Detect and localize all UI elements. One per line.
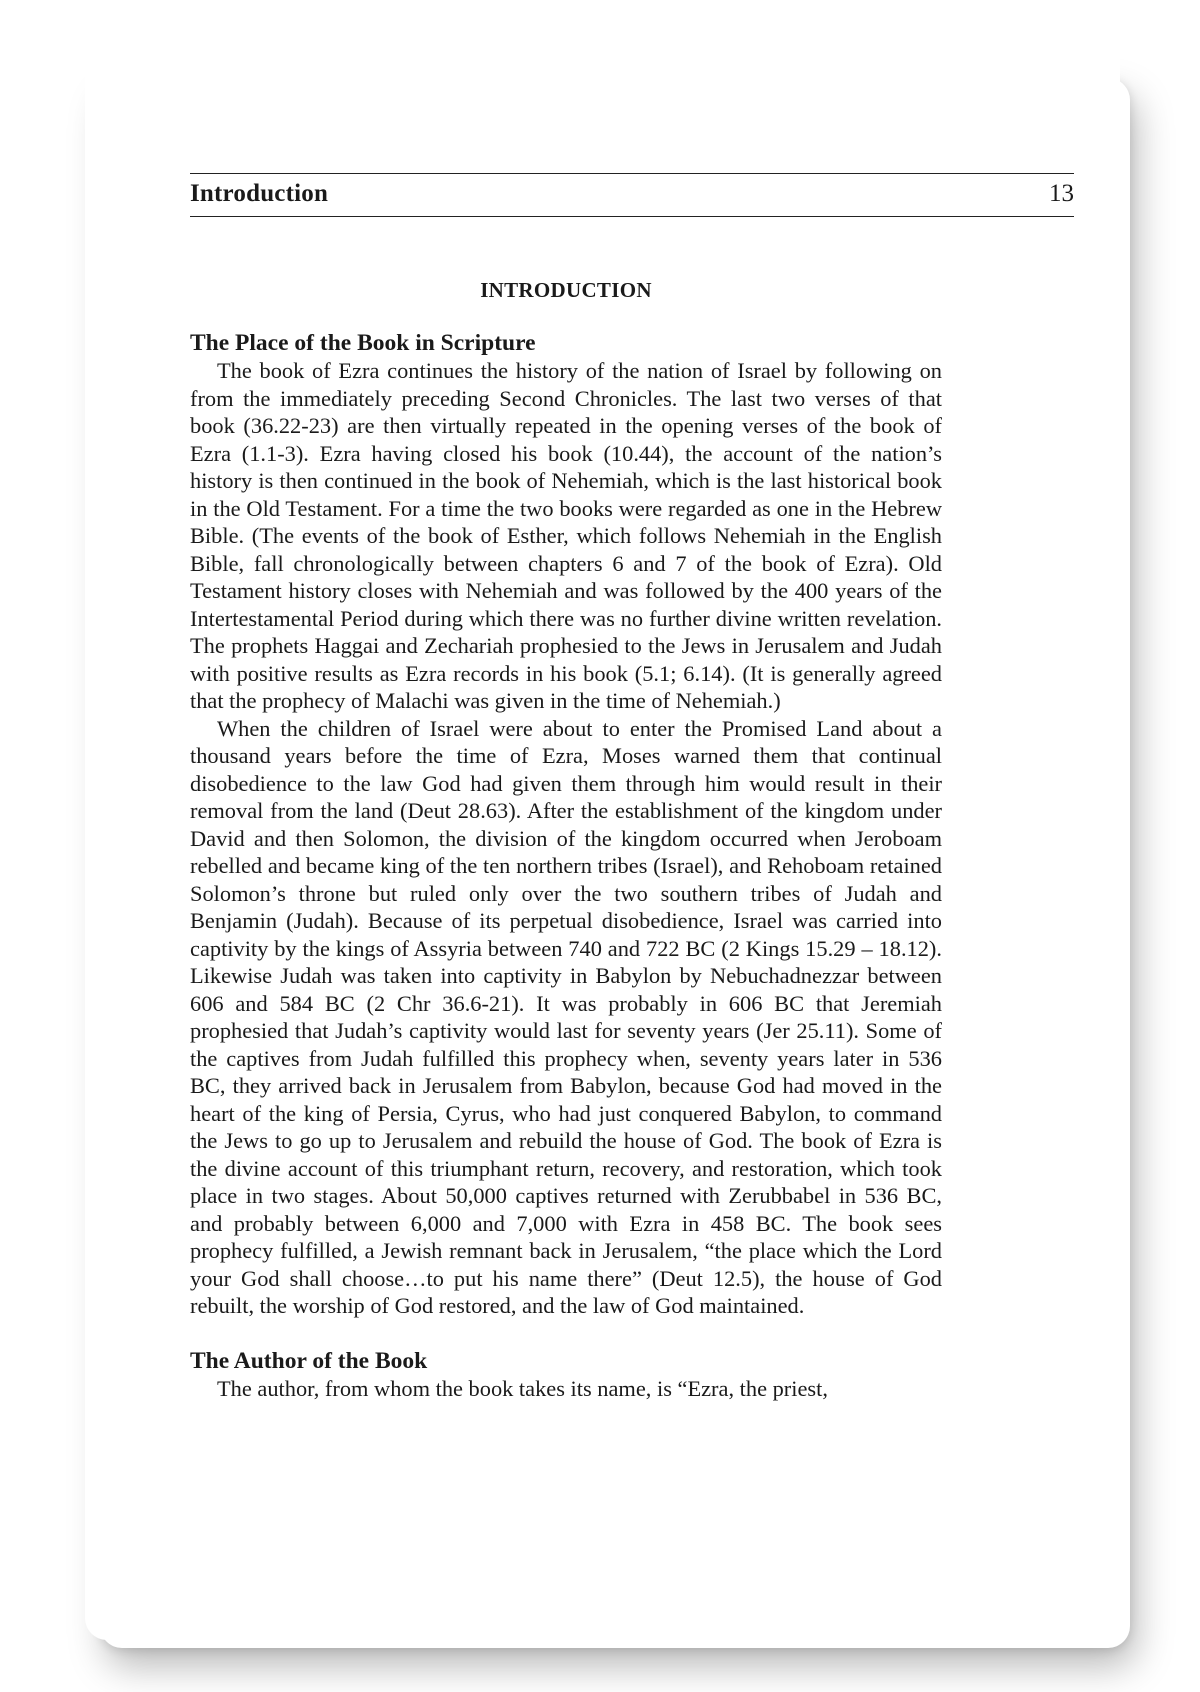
chapter-title: INTRODUCTION xyxy=(480,278,652,302)
section-author-of-book xyxy=(190,1347,942,1403)
page-number: 13 xyxy=(1049,180,1074,207)
section-place-of-book xyxy=(190,329,942,1320)
page-content xyxy=(190,270,942,1402)
paragraph: The book of Ezra continues the history of the nation of Israel by following on from the immediately preceding Second Chronicles. The last two verses of that book (36.22-23) are then virtually repeated in the opening verses of the book of Ezra (1.1-3). Ezra having closed his book (10.44), the account of the nation’s history is then continued in the book of Nehemiah, which is the last historical book in the Old Testament. For a time the two books were regarded as one in the Hebrew Bible. (The events of the book of Esther, which follows Nehemiah in the English Bible, fall chronologically between chapters 6 and 7 of the book of Ezra). Old Testament history closes with Nehemiah and was followed by the 400 years of the Intertestamental Period during which there was no further divine written revelation. The prophets Haggai and Zechariah prophesied to the Jews in Jerusalem and Judah with positive results as Ezra records in his book (5.1; 6.14). (It is generally agreed that the prophecy of Malachi was given in the time of Nehemiah.) xyxy=(190,358,942,713)
running-head xyxy=(190,173,1074,217)
paragraph: When the children of Israel were about to enter the Promised Land about a thousand years before the time of Ezra, Moses warned them that continual disobedience to the law God had given them through him would result in their removal from the land (Deut 28.63). After the establishment of the kingdom under David and then Solomon, the division of the kingdom occurred when Jeroboam rebelled and became king of the ten northern tribes (Israel), and Rehoboam retained Solomon’s throne but ruled only over the two southern tribes of Judah and Benjamin (Judah). Because of its perpetual disobedience, Israel was carried into captivity by the kings of Assyria between 740 and 722 BC (2 Kings 15.29 – 18.12). Likewise Judah was taken into captivity in Babylon by Nebuchadnezzar between 606 and 584 BC (2 Chr 36.6-21). It was probably in 606 BC that Jeremiah prophesied that Judah’s captivity would last for seventy years (Jer 25.11). Some of the captives from Judah fulfilled this prophecy when, seventy years later in 536 BC, they arrived back in Jerusalem from Babylon, because God had moved in the heart of the king of Persia, Cyrus, who had just conquered Babylon, to command the Jews to go up to Jerusalem and rebuild the house of God. The book of Ezra is the divine account of this triumphant return, recovery, and restoration, which took place in two stages. About 50,000 captives returned with Zerubbabel in 536 BC, and probably between 6,000 and 7,000 with Ezra in 458 BC. The book sees prophecy fulfilled, a Jewish remnant back in Jerusalem, “the place which the Lord your God shall choose…to put his name there” (Deut 12.5), the house of God rebuilt, the worship of God restored, and the law of God maintained. xyxy=(190,715,942,1318)
section-heading: The Place of the Book in Scripture xyxy=(190,330,536,356)
section-heading: The Author of the Book xyxy=(190,1347,428,1374)
paragraph: The author, from whom the book takes its name, is “Ezra, the priest, xyxy=(217,1375,828,1401)
running-head-title: Introduction xyxy=(190,180,329,207)
